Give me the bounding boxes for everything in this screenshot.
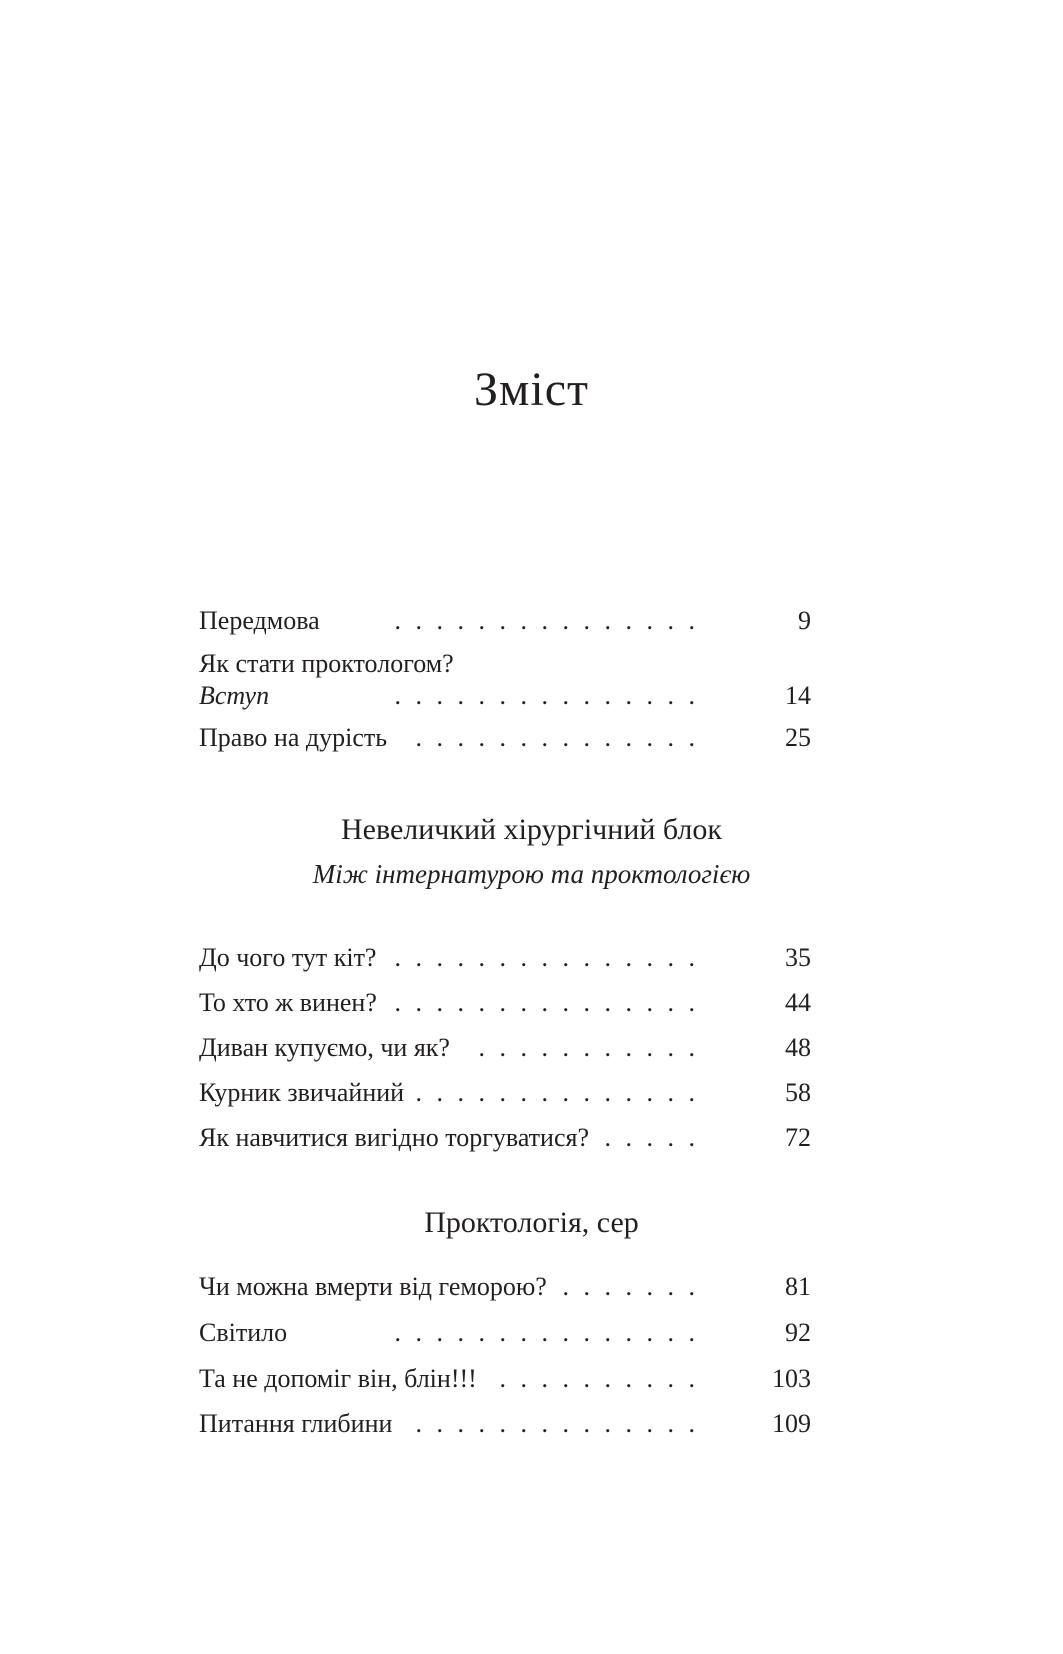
toc-entry-title: Право на дурість [199, 723, 388, 752]
dot-leader: . . . . . . . . . . . . . . . [394, 943, 699, 972]
dot-leader: . . . . . . . . . . . . . . . [394, 1318, 699, 1347]
dot-leader: . . . . . . . . . . . . . . . [394, 606, 699, 635]
toc-entry-page: 25 [785, 723, 811, 752]
page-title: Зміст [473, 363, 590, 416]
toc-entry-title: Чи можна вмерти від геморою? [199, 1272, 547, 1301]
toc-entry-title: Вступ [199, 681, 270, 710]
toc-entry-title: До чого тут кіт? [199, 943, 377, 972]
toc-entry-page: 58 [785, 1078, 811, 1107]
dot-leader: . . . . . . . . . . . . . . [415, 723, 699, 752]
dot-leader: . . . . . . . . . . . . . . [415, 1078, 699, 1107]
dot-leader: . . . . . [604, 1123, 699, 1152]
section-heading: Невеличкий хірургічний блок [341, 813, 722, 846]
toc-entry[interactable] [199, 1120, 811, 1156]
section-subtitle: Між інтернатурою та проктологією [312, 859, 751, 889]
dot-leader: . . . . . . . . . . . . . . . [394, 988, 699, 1017]
toc-entry-page: 35 [785, 943, 811, 972]
toc-entry-title: То хто ж винен? [199, 988, 377, 1017]
toc-entry[interactable] [199, 1315, 811, 1351]
toc-entry[interactable] [199, 720, 811, 756]
toc-entry[interactable] [199, 1406, 811, 1442]
toc-entry-page: 72 [785, 1123, 811, 1152]
toc-entry[interactable] [199, 1075, 811, 1111]
dot-leader: . . . . . . . . . . . . . . . [394, 681, 699, 710]
toc-entry-page: 9 [798, 606, 811, 635]
dot-leader: . . . . . . . . . . . [478, 1033, 699, 1062]
toc-entry[interactable] [199, 1269, 811, 1305]
dot-leader: . . . . . . . . . . [499, 1364, 699, 1393]
dot-leader: . . . . . . . [562, 1272, 699, 1301]
toc-entry-page: 103 [772, 1364, 811, 1393]
toc-entry-title: Диван купуємо, чи як? [199, 1033, 450, 1062]
toc-entry[interactable] [199, 678, 811, 714]
toc-entry-page: 48 [785, 1033, 811, 1062]
toc-entry[interactable] [199, 603, 811, 639]
toc-entry-title: Передмова [199, 606, 320, 635]
toc-entry-title: Питання глибини [199, 1409, 393, 1438]
toc-entry-title: Світило [199, 1318, 288, 1347]
toc-entry-title: Та не допоміг він, блін!!! [199, 1364, 477, 1393]
section-heading: Проктологія, сер [424, 1206, 639, 1239]
toc-entry-page: 109 [772, 1409, 811, 1438]
toc-entry[interactable] [199, 985, 811, 1021]
toc-entry-page: 81 [785, 1272, 811, 1301]
toc-entry-page: 92 [785, 1318, 811, 1347]
toc-entry[interactable] [199, 1361, 811, 1397]
toc-entry[interactable] [199, 940, 811, 976]
toc-entry-title: Курник звичайний [199, 1078, 405, 1107]
dot-leader: . . . . . . . . . . . . . . [415, 1409, 699, 1438]
toc-entry-title-line1: Як стати проктологом? [199, 649, 454, 678]
toc-entry-page: 44 [785, 988, 811, 1017]
toc-entry[interactable] [199, 1030, 811, 1066]
toc-entry-title: Як навчитися вигідно торгуватися? [199, 1123, 589, 1152]
toc-entry-page: 14 [785, 681, 811, 710]
